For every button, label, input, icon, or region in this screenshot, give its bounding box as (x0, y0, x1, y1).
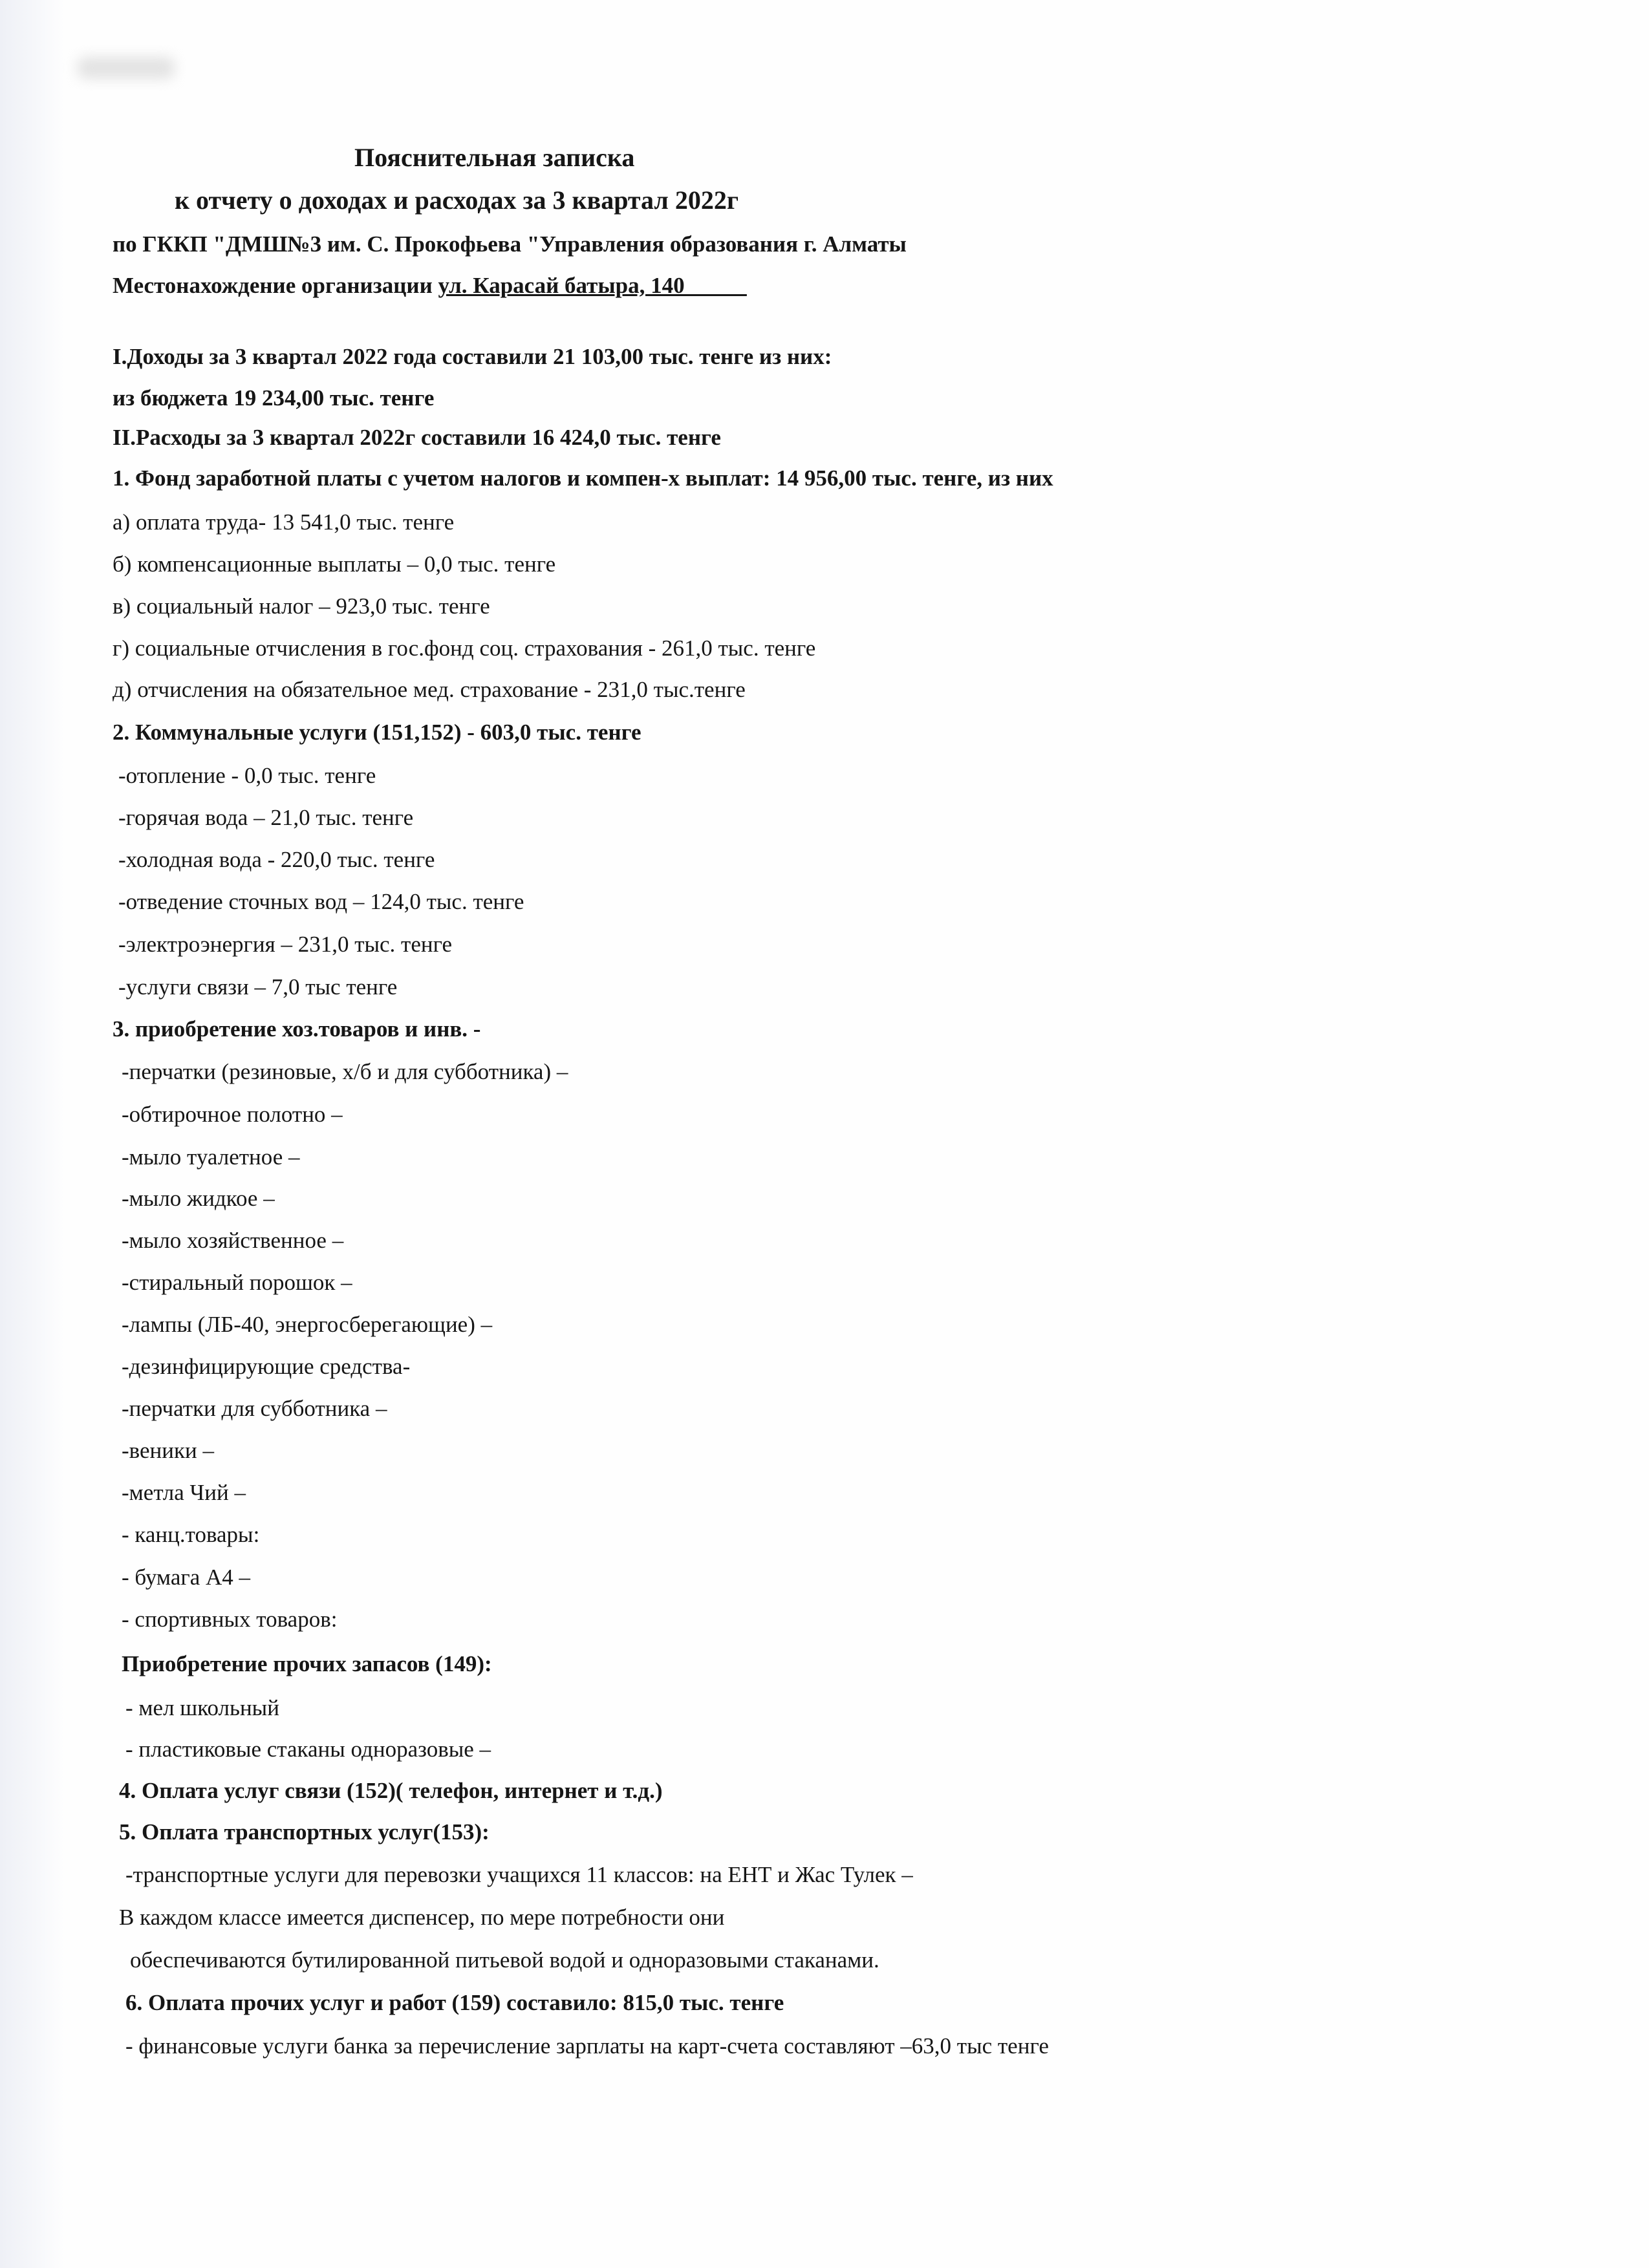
transport-services-heading: 5. Оплата транспортных услуг(153): (119, 1819, 490, 1845)
utilities-sewage: -отведение сточных вод – 124,0 тыс. тенге (118, 889, 524, 914)
other-services-heading: 6. Оплата прочих услуг и работ (159) составило: 815,0 тыс. тенге (125, 1990, 784, 2015)
payroll-item-a: а) оплата труда- 13 541,0 тыс. тенге (113, 509, 455, 535)
household-goods-heading: 3. приобретение хоз.товаров и инв. - (113, 1016, 481, 1042)
income-budget: из бюджета 19 234,00 тыс. тенге (113, 385, 435, 411)
expenses-total: II.Расходы за 3 квартал 2022г составили 16 424,0 тыс. тенге (113, 425, 721, 450)
scan-edge-shadow (0, 0, 65, 2268)
utilities-heading: 2. Коммунальные услуги (151,152) - 603,0 тыс. тенге (113, 720, 641, 745)
utilities-heating: -отопление - 0,0 тыс. тенге (118, 763, 376, 788)
location-label: Местонахождение организации (113, 273, 438, 298)
payroll-item-c: в) социальный налог – 923,0 тыс. тенге (113, 594, 490, 619)
dispenser-note-line1: В каждом классе имеется диспенсер, по мере потребности они (119, 1905, 725, 1930)
goods-chiy-broom: -метла Чий – (122, 1480, 246, 1505)
payroll-item-e: д) отчисления на обязательное мед. страхование - 231,0 тыс.тенге (113, 677, 746, 702)
location-value: ул. Карасай батыра, 140 (438, 273, 747, 298)
goods-subbotnik-gloves: -перчатки для субботника – (122, 1396, 387, 1421)
goods-toilet-soap: -мыло туалетное – (122, 1144, 300, 1170)
stocks-chalk: - мел школьный (125, 1695, 279, 1720)
document-title: Пояснительная записка (354, 143, 635, 172)
goods-cloth: -обтирочное полотно – (122, 1102, 343, 1127)
organization-line: по ГККП "ДМШ№3 им. С. Прокофьева "Управления образования г. Алматы (113, 231, 907, 257)
other-stocks-heading: Приобретение прочих запасов (149): (122, 1651, 492, 1676)
location-line (113, 273, 747, 299)
scan-smudge (78, 57, 175, 79)
goods-detergent: -стиральный порошок – (122, 1270, 352, 1295)
goods-gloves: -перчатки (резиновые, х/б и для субботника) – (122, 1059, 568, 1084)
goods-liquid-soap: -мыло жидкое – (122, 1186, 275, 1211)
bank-services: - финансовые услуги банка за перечисление зарплаты на карт-счета составляют –63,0 тыс тенге (125, 2033, 1049, 2059)
goods-lamps: -лампы (ЛБ-40, энергосберегающие) – (122, 1312, 493, 1337)
goods-sports: - спортивных товаров: (122, 1607, 338, 1632)
transport-students: -транспортные услуги для перевозки учащихся 11 классов: на ЕНТ и Жас Тулек – (125, 1862, 913, 1887)
utilities-cold-water: -холодная вода - 220,0 тыс. тенге (118, 847, 435, 872)
communication-services-heading: 4. Оплата услуг связи (152)( телефон, интернет и т.д.) (119, 1778, 663, 1803)
utilities-electricity: -электроэнергия – 231,0 тыс. тенге (118, 932, 453, 957)
payroll-item-b: б) компенсационные выплаты – 0,0 тыс. тенге (113, 551, 556, 577)
goods-paper: - бумага А4 – (122, 1565, 251, 1590)
utilities-hot-water: -горячая вода – 21,0 тыс. тенге (118, 805, 414, 830)
payroll-fund: 1. Фонд заработной платы с учетом налогов и компен-х выплат: 14 956,00 тыс. тенге, из них (113, 465, 1053, 491)
utilities-communication: -услуги связи – 7,0 тыс тенге (118, 974, 398, 1000)
dispenser-note-line2: обеспечиваются бутилированной питьевой водой и одноразовыми стаканами. (130, 1947, 879, 1973)
goods-household-soap: -мыло хозяйственное – (122, 1228, 344, 1253)
document-subtitle: к отчету о доходах и расходах за 3 квартал 2022г (175, 186, 739, 215)
goods-stationery: - канц.товары: (122, 1522, 260, 1547)
income-total: I.Доходы за 3 квартал 2022 года составили 21 103,00 тыс. тенге из них: (113, 344, 832, 369)
goods-brooms: -веники – (122, 1438, 214, 1463)
stocks-cups: - пластиковые стаканы одноразовые – (125, 1737, 491, 1762)
goods-disinfectants: -дезинфицирующие средства- (122, 1354, 411, 1379)
payroll-item-d: г) социальные отчисления в гос.фонд соц. страхования - 261,0 тыс. тенге (113, 636, 816, 661)
